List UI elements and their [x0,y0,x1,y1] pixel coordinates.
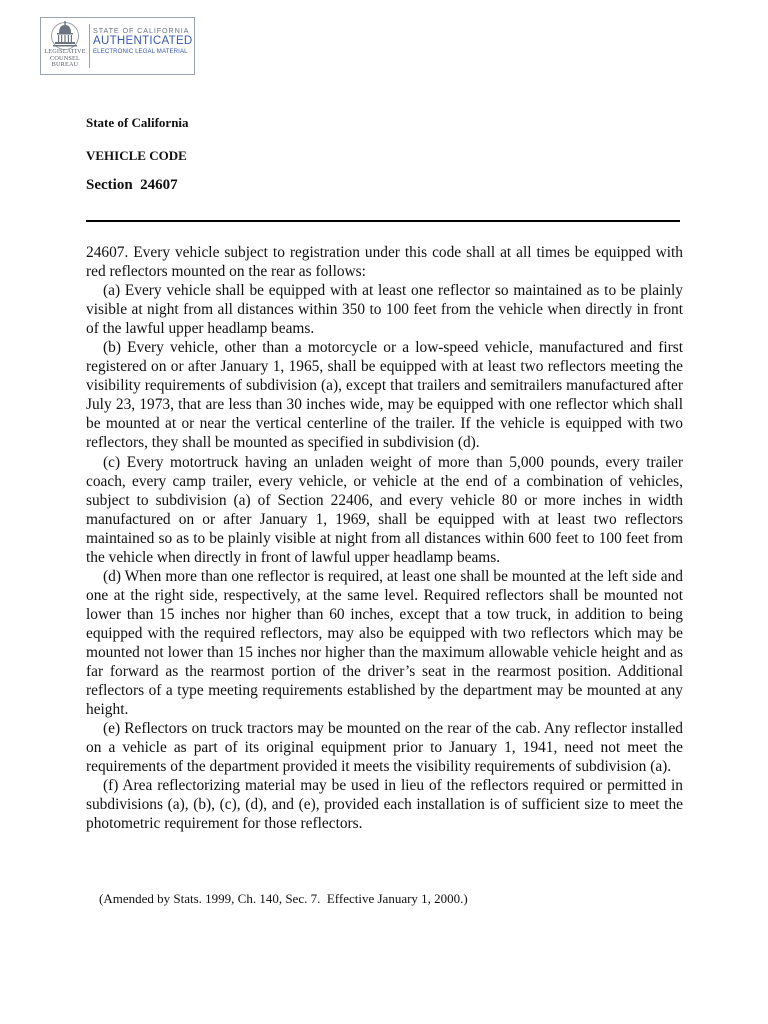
subdivision-b: (b) Every vehicle, other than a motorcycle or a low-speed vehicle, manufactured and first registered on or after January 1, 1965, shall be equipped with at least two reflectors meeting the visibility requirements of subdivision (a), except that trailers and semitrailers manufactured after July 23, 1973, that are less than 30 inches wide, may be equipped with one reflector which shall be mounted at or near the vertical centerline of the trailer. If the vehicle is equipped with two reflectors, they shall be mounted as specified in subdivision (d). [86,339,683,452]
subdivision-c: (c) Every motortruck having an unladen weight of more than 5,000 pounds, every trailer coach, every camp trailer, every vehicle, or vehicle at the end of a combination of vehicles, subject to subdivision (a) of Section 22406, and every vehicle 80 or more inches in width manufactured on or after January 1, 1969, shall be equipped with at least two reflectors maintained so as to be plainly visible at night from all distances within 600 feet to 100 feet from the vehicle when directly in front of lawful upper headlamp beams. [86,453,683,566]
seal-state-line: STATE OF CALIFORNIA [93,26,190,35]
seal-subtitle-line: ELECTRONIC LEGAL MATERIAL [93,48,188,55]
seal-authenticated-line: AUTHENTICATED [93,35,193,47]
header-divider [86,220,680,222]
subdivision-d: (d) When more than one reflector is required, at least one shall be mounted at the left side and one at the right side, respectively, at the same level. Required reflectors shall be mounted not lower than 15 inches nor higher than 60 inches, except that a tow truck, in addition to being equipped with the required reflectors, may also be equipped with two reflectors which may be mounted not lower than 15 inches nor higher than the maximum allowable vehicle height and as far forward as the rearmost portion of the driver’s seat in the rearmost position. Additional reflectors of a type meeting requirements established by the department may be mounted at any height. [86,567,683,719]
document-jurisdiction: State of California [86,115,189,130]
capitol-dome-icon [47,20,83,50]
seal-left-line-3: BUREAU [51,61,79,69]
subdivision-e: (e) Reflectors on truck tractors may be mounted on the rear of the cab. Any reflector installed on a vehicle as part of its original equipment prior to January 1, 1941, need not meet the requirements of the department provided it meets the visibility requirements of subdivision (a). [86,720,683,776]
code-name: VEHICLE CODE [86,148,187,163]
legislative-counsel-logo [41,18,89,74]
seal-divider [89,24,90,68]
subdivision-f: (f) Area reflectorizing material may be used in lieu of the reflectors required or permitted in subdivisions (a), (b), (c), (d), and (e), provided each installation is of sufficient size to meet the photometric requirement for those reflectors. [86,777,683,833]
seal-left-line-2: COUNSEL [50,54,80,62]
amendment-history: (Amended by Stats. 1999, Ch. 140, Sec. 7. Effective January 1, 2000.) [99,891,468,906]
seal-left-line-1: LEGISLATIVE [44,48,86,55]
section-heading: Section 24607 [86,177,178,193]
subdivision-a: (a) Every vehicle shall be equipped with at least one reflector so maintained as to be plainly visible at night from all distances within 350 to 100 feet from the vehicle when directly in front of the lawful upper headlamp beams. [86,282,683,338]
section-intro-paragraph: 24607. Every vehicle subject to registration under this code shall at all times be equipped with red reflectors mounted on the rear as follows: [86,244,683,281]
authentication-seal [40,17,195,75]
section-body [86,243,683,833]
